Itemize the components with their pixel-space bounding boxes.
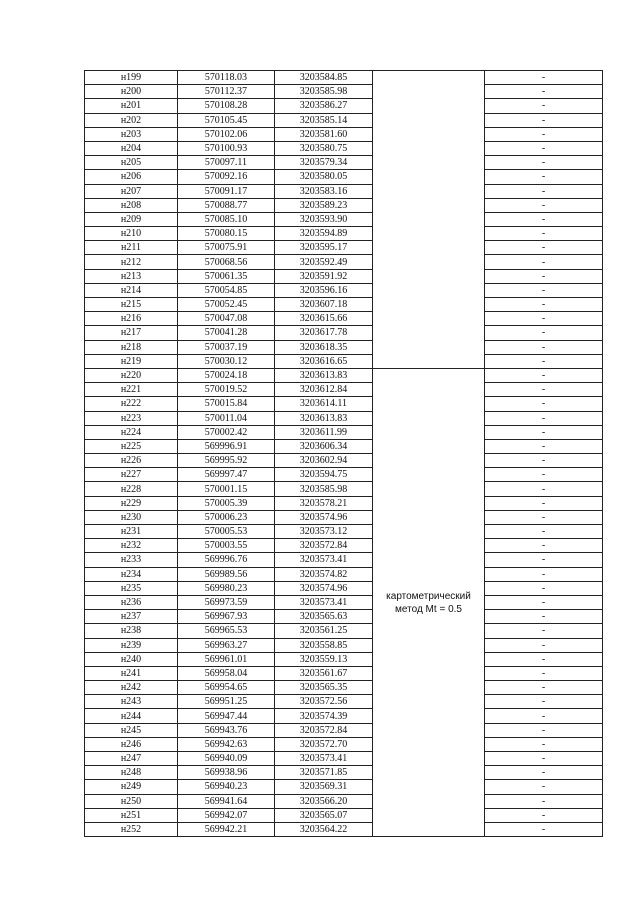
x-coordinate-cell: 570068.56 — [178, 255, 275, 269]
y-coordinate-cell: 3203613.83 — [275, 368, 373, 382]
y-coordinate-cell: 3203589.23 — [275, 198, 373, 212]
x-coordinate-cell: 570019.52 — [178, 383, 275, 397]
accuracy-dash-cell: - — [485, 666, 603, 680]
accuracy-dash-cell: - — [485, 170, 603, 184]
point-name-cell: н220 — [85, 368, 178, 382]
accuracy-dash-cell: - — [485, 156, 603, 170]
accuracy-dash-cell: - — [485, 482, 603, 496]
y-coordinate-cell: 3203559.13 — [275, 652, 373, 666]
accuracy-dash-cell: - — [485, 326, 603, 340]
y-coordinate-cell: 3203572.70 — [275, 737, 373, 751]
table-row — [85, 127, 603, 141]
point-name-cell: н248 — [85, 766, 178, 780]
coordinates-table — [84, 70, 603, 837]
point-name-cell: н222 — [85, 397, 178, 411]
x-coordinate-cell: 569995.92 — [178, 454, 275, 468]
accuracy-dash-cell: - — [485, 794, 603, 808]
y-coordinate-cell: 3203591.92 — [275, 269, 373, 283]
y-coordinate-cell: 3203573.41 — [275, 595, 373, 609]
x-coordinate-cell: 569942.21 — [178, 822, 275, 836]
point-name-cell: н225 — [85, 439, 178, 453]
point-name-cell: н202 — [85, 113, 178, 127]
table-row — [85, 411, 603, 425]
point-name-cell: н221 — [85, 383, 178, 397]
table-row — [85, 425, 603, 439]
point-name-cell: н230 — [85, 510, 178, 524]
y-coordinate-cell: 3203565.63 — [275, 610, 373, 624]
x-coordinate-cell: 570102.06 — [178, 127, 275, 141]
point-name-cell: н252 — [85, 822, 178, 836]
point-name-cell: н205 — [85, 156, 178, 170]
point-name-cell: н215 — [85, 298, 178, 312]
accuracy-dash-cell: - — [485, 298, 603, 312]
table-row — [85, 737, 603, 751]
accuracy-dash-cell: - — [485, 752, 603, 766]
x-coordinate-cell: 569961.01 — [178, 652, 275, 666]
x-coordinate-cell: 569940.23 — [178, 780, 275, 794]
table-row — [85, 198, 603, 212]
y-coordinate-cell: 3203607.18 — [275, 298, 373, 312]
point-name-cell: н219 — [85, 354, 178, 368]
point-name-cell: н201 — [85, 99, 178, 113]
y-coordinate-cell: 3203572.84 — [275, 723, 373, 737]
x-coordinate-cell: 570047.08 — [178, 312, 275, 326]
x-coordinate-cell: 570108.28 — [178, 99, 275, 113]
x-coordinate-cell: 570091.17 — [178, 184, 275, 198]
accuracy-dash-cell: - — [485, 354, 603, 368]
point-name-cell: н242 — [85, 681, 178, 695]
table-row — [85, 808, 603, 822]
y-coordinate-cell: 3203593.90 — [275, 212, 373, 226]
point-name-cell: н209 — [85, 212, 178, 226]
x-coordinate-cell: 570105.45 — [178, 113, 275, 127]
accuracy-dash-cell: - — [485, 283, 603, 297]
point-name-cell: н232 — [85, 539, 178, 553]
y-coordinate-cell: 3203618.35 — [275, 340, 373, 354]
y-coordinate-cell: 3203606.34 — [275, 439, 373, 453]
x-coordinate-cell: 570080.15 — [178, 227, 275, 241]
x-coordinate-cell: 570075.91 — [178, 241, 275, 255]
accuracy-dash-cell: - — [485, 340, 603, 354]
accuracy-dash-cell: - — [485, 241, 603, 255]
point-name-cell: н212 — [85, 255, 178, 269]
x-coordinate-cell: 569996.91 — [178, 439, 275, 453]
point-name-cell: н224 — [85, 425, 178, 439]
y-coordinate-cell: 3203614.11 — [275, 397, 373, 411]
y-coordinate-cell: 3203561.25 — [275, 624, 373, 638]
x-coordinate-cell: 570037.19 — [178, 340, 275, 354]
table-row — [85, 212, 603, 226]
point-name-cell: н250 — [85, 794, 178, 808]
point-name-cell: н234 — [85, 567, 178, 581]
y-coordinate-cell: 3203565.35 — [275, 681, 373, 695]
y-coordinate-cell: 3203616.65 — [275, 354, 373, 368]
y-coordinate-cell: 3203573.41 — [275, 752, 373, 766]
table-row — [85, 312, 603, 326]
y-coordinate-cell: 3203611.99 — [275, 425, 373, 439]
y-coordinate-cell: 3203572.56 — [275, 695, 373, 709]
table-row — [85, 595, 603, 609]
accuracy-dash-cell: - — [485, 99, 603, 113]
point-name-cell: н227 — [85, 468, 178, 482]
x-coordinate-cell: 570112.37 — [178, 85, 275, 99]
x-coordinate-cell: 569951.25 — [178, 695, 275, 709]
table-row — [85, 610, 603, 624]
x-coordinate-cell: 569980.23 — [178, 581, 275, 595]
method-cell — [373, 368, 485, 836]
y-coordinate-cell: 3203573.12 — [275, 525, 373, 539]
x-coordinate-cell: 570015.84 — [178, 397, 275, 411]
y-coordinate-cell: 3203571.85 — [275, 766, 373, 780]
table-row — [85, 156, 603, 170]
table-row — [85, 567, 603, 581]
y-coordinate-cell: 3203561.67 — [275, 666, 373, 680]
x-coordinate-cell: 569965.53 — [178, 624, 275, 638]
accuracy-dash-cell: - — [485, 553, 603, 567]
table-row — [85, 141, 603, 155]
x-coordinate-cell: 570041.28 — [178, 326, 275, 340]
y-coordinate-cell: 3203613.83 — [275, 411, 373, 425]
x-coordinate-cell: 570061.35 — [178, 269, 275, 283]
y-coordinate-cell: 3203596.16 — [275, 283, 373, 297]
table-row — [85, 241, 603, 255]
accuracy-dash-cell: - — [485, 652, 603, 666]
accuracy-dash-cell: - — [485, 397, 603, 411]
point-name-cell: н244 — [85, 709, 178, 723]
table-row — [85, 666, 603, 680]
y-coordinate-cell: 3203574.96 — [275, 581, 373, 595]
method-label: картометрический — [386, 590, 471, 602]
table-row — [85, 397, 603, 411]
y-coordinate-cell: 3203578.21 — [275, 496, 373, 510]
x-coordinate-cell: 570097.11 — [178, 156, 275, 170]
x-coordinate-cell: 570052.45 — [178, 298, 275, 312]
table-row — [85, 525, 603, 539]
table-row — [85, 255, 603, 269]
point-name-cell: н240 — [85, 652, 178, 666]
point-name-cell: н251 — [85, 808, 178, 822]
y-coordinate-cell: 3203565.07 — [275, 808, 373, 822]
point-name-cell: н229 — [85, 496, 178, 510]
x-coordinate-cell: 569989.56 — [178, 567, 275, 581]
accuracy-dash-cell: - — [485, 581, 603, 595]
y-coordinate-cell: 3203579.34 — [275, 156, 373, 170]
table-row — [85, 780, 603, 794]
accuracy-dash-cell: - — [485, 127, 603, 141]
table-row — [85, 368, 603, 382]
table-row — [85, 170, 603, 184]
accuracy-dash-cell: - — [485, 525, 603, 539]
accuracy-dash-cell: - — [485, 709, 603, 723]
point-name-cell: н238 — [85, 624, 178, 638]
x-coordinate-cell: 570030.12 — [178, 354, 275, 368]
point-name-cell: н223 — [85, 411, 178, 425]
accuracy-dash-cell: - — [485, 723, 603, 737]
table-row — [85, 71, 603, 85]
point-name-cell: н241 — [85, 666, 178, 680]
table-row — [85, 652, 603, 666]
x-coordinate-cell: 570005.39 — [178, 496, 275, 510]
table-row — [85, 99, 603, 113]
accuracy-dash-cell: - — [485, 567, 603, 581]
method-accuracy: метод Mt = 0.5 — [395, 603, 462, 615]
x-coordinate-cell: 569942.07 — [178, 808, 275, 822]
point-name-cell: н218 — [85, 340, 178, 354]
table-row — [85, 723, 603, 737]
accuracy-dash-cell: - — [485, 227, 603, 241]
accuracy-dash-cell: - — [485, 212, 603, 226]
y-coordinate-cell: 3203564.22 — [275, 822, 373, 836]
point-name-cell: н217 — [85, 326, 178, 340]
x-coordinate-cell: 569954.65 — [178, 681, 275, 695]
table-row — [85, 269, 603, 283]
accuracy-dash-cell: - — [485, 681, 603, 695]
table-row — [85, 482, 603, 496]
table-row — [85, 496, 603, 510]
accuracy-dash-cell: - — [485, 624, 603, 638]
y-coordinate-cell: 3203580.05 — [275, 170, 373, 184]
accuracy-dash-cell: - — [485, 737, 603, 751]
x-coordinate-cell: 570085.10 — [178, 212, 275, 226]
table-row — [85, 283, 603, 297]
y-coordinate-cell: 3203580.75 — [275, 141, 373, 155]
table-row — [85, 709, 603, 723]
table-row — [85, 184, 603, 198]
accuracy-dash-cell: - — [485, 71, 603, 85]
accuracy-dash-cell: - — [485, 269, 603, 283]
point-name-cell: н203 — [85, 127, 178, 141]
point-name-cell: н211 — [85, 241, 178, 255]
point-name-cell: н214 — [85, 283, 178, 297]
y-coordinate-cell: 3203581.60 — [275, 127, 373, 141]
y-coordinate-cell: 3203574.96 — [275, 510, 373, 524]
accuracy-dash-cell: - — [485, 411, 603, 425]
table-row — [85, 581, 603, 595]
table-row — [85, 468, 603, 482]
point-name-cell: н204 — [85, 141, 178, 155]
table-row — [85, 766, 603, 780]
accuracy-dash-cell: - — [485, 113, 603, 127]
point-name-cell: н216 — [85, 312, 178, 326]
y-coordinate-cell: 3203585.14 — [275, 113, 373, 127]
y-coordinate-cell: 3203594.75 — [275, 468, 373, 482]
accuracy-dash-cell: - — [485, 255, 603, 269]
method-cell-blank — [373, 71, 485, 369]
point-name-cell: н239 — [85, 638, 178, 652]
x-coordinate-cell: 569996.76 — [178, 553, 275, 567]
point-name-cell: н237 — [85, 610, 178, 624]
table-row — [85, 227, 603, 241]
point-name-cell: н208 — [85, 198, 178, 212]
y-coordinate-cell: 3203573.41 — [275, 553, 373, 567]
x-coordinate-cell: 570118.03 — [178, 71, 275, 85]
table-row — [85, 624, 603, 638]
x-coordinate-cell: 569967.93 — [178, 610, 275, 624]
x-coordinate-cell: 570001.15 — [178, 482, 275, 496]
accuracy-dash-cell: - — [485, 808, 603, 822]
x-coordinate-cell: 570024.18 — [178, 368, 275, 382]
accuracy-dash-cell: - — [485, 85, 603, 99]
table-row — [85, 298, 603, 312]
accuracy-dash-cell: - — [485, 822, 603, 836]
y-coordinate-cell: 3203572.84 — [275, 539, 373, 553]
x-coordinate-cell: 569940.09 — [178, 752, 275, 766]
x-coordinate-cell: 570088.77 — [178, 198, 275, 212]
table-row — [85, 752, 603, 766]
point-name-cell: н228 — [85, 482, 178, 496]
table-row — [85, 822, 603, 836]
x-coordinate-cell: 569941.64 — [178, 794, 275, 808]
point-name-cell: н233 — [85, 553, 178, 567]
point-name-cell: н207 — [85, 184, 178, 198]
table-row — [85, 553, 603, 567]
x-coordinate-cell: 570002.42 — [178, 425, 275, 439]
table-row — [85, 326, 603, 340]
y-coordinate-cell: 3203585.98 — [275, 85, 373, 99]
x-coordinate-cell: 570003.55 — [178, 539, 275, 553]
table-row — [85, 638, 603, 652]
table-row — [85, 454, 603, 468]
point-name-cell: н231 — [85, 525, 178, 539]
table-row — [85, 510, 603, 524]
y-coordinate-cell: 3203617.78 — [275, 326, 373, 340]
accuracy-dash-cell: - — [485, 439, 603, 453]
x-coordinate-cell: 569947.44 — [178, 709, 275, 723]
y-coordinate-cell: 3203592.49 — [275, 255, 373, 269]
y-coordinate-cell: 3203584.85 — [275, 71, 373, 85]
x-coordinate-cell: 570011.04 — [178, 411, 275, 425]
y-coordinate-cell: 3203574.39 — [275, 709, 373, 723]
x-coordinate-cell: 570100.93 — [178, 141, 275, 155]
y-coordinate-cell: 3203585.98 — [275, 482, 373, 496]
accuracy-dash-cell: - — [485, 184, 603, 198]
point-name-cell: н247 — [85, 752, 178, 766]
x-coordinate-cell: 569942.63 — [178, 737, 275, 751]
x-coordinate-cell: 569958.04 — [178, 666, 275, 680]
x-coordinate-cell: 570092.16 — [178, 170, 275, 184]
point-name-cell: н245 — [85, 723, 178, 737]
y-coordinate-cell: 3203574.82 — [275, 567, 373, 581]
point-name-cell: н249 — [85, 780, 178, 794]
x-coordinate-cell: 570005.53 — [178, 525, 275, 539]
x-coordinate-cell: 569963.27 — [178, 638, 275, 652]
point-name-cell: н213 — [85, 269, 178, 283]
y-coordinate-cell: 3203558.85 — [275, 638, 373, 652]
coordinates-table-body — [85, 71, 603, 837]
accuracy-dash-cell: - — [485, 638, 603, 652]
accuracy-dash-cell: - — [485, 695, 603, 709]
y-coordinate-cell: 3203586.27 — [275, 99, 373, 113]
point-name-cell: н246 — [85, 737, 178, 751]
y-coordinate-cell: 3203569.31 — [275, 780, 373, 794]
point-name-cell: н236 — [85, 595, 178, 609]
accuracy-dash-cell: - — [485, 454, 603, 468]
y-coordinate-cell: 3203615.66 — [275, 312, 373, 326]
accuracy-dash-cell: - — [485, 610, 603, 624]
accuracy-dash-cell: - — [485, 539, 603, 553]
table-row — [85, 439, 603, 453]
table-row — [85, 113, 603, 127]
table-row — [85, 695, 603, 709]
accuracy-dash-cell: - — [485, 368, 603, 382]
table-row — [85, 539, 603, 553]
point-name-cell: н210 — [85, 227, 178, 241]
x-coordinate-cell: 570054.85 — [178, 283, 275, 297]
accuracy-dash-cell: - — [485, 780, 603, 794]
x-coordinate-cell: 570006.23 — [178, 510, 275, 524]
point-name-cell: н199 — [85, 71, 178, 85]
table-row — [85, 85, 603, 99]
accuracy-dash-cell: - — [485, 383, 603, 397]
table-row — [85, 340, 603, 354]
y-coordinate-cell: 3203595.17 — [275, 241, 373, 255]
accuracy-dash-cell: - — [485, 312, 603, 326]
x-coordinate-cell: 569973.59 — [178, 595, 275, 609]
accuracy-dash-cell: - — [485, 510, 603, 524]
y-coordinate-cell: 3203583.16 — [275, 184, 373, 198]
table-row — [85, 354, 603, 368]
point-name-cell: н243 — [85, 695, 178, 709]
y-coordinate-cell: 3203566.20 — [275, 794, 373, 808]
accuracy-dash-cell: - — [485, 496, 603, 510]
point-name-cell: н226 — [85, 454, 178, 468]
accuracy-dash-cell: - — [485, 595, 603, 609]
accuracy-dash-cell: - — [485, 425, 603, 439]
table-row — [85, 681, 603, 695]
table-row — [85, 794, 603, 808]
accuracy-dash-cell: - — [485, 468, 603, 482]
accuracy-dash-cell: - — [485, 198, 603, 212]
table-row — [85, 383, 603, 397]
point-name-cell: н235 — [85, 581, 178, 595]
x-coordinate-cell: 569938.96 — [178, 766, 275, 780]
y-coordinate-cell: 3203594.89 — [275, 227, 373, 241]
accuracy-dash-cell: - — [485, 141, 603, 155]
y-coordinate-cell: 3203612.84 — [275, 383, 373, 397]
y-coordinate-cell: 3203602.94 — [275, 454, 373, 468]
x-coordinate-cell: 569997.47 — [178, 468, 275, 482]
point-name-cell: н206 — [85, 170, 178, 184]
x-coordinate-cell: 569943.76 — [178, 723, 275, 737]
accuracy-dash-cell: - — [485, 766, 603, 780]
point-name-cell: н200 — [85, 85, 178, 99]
